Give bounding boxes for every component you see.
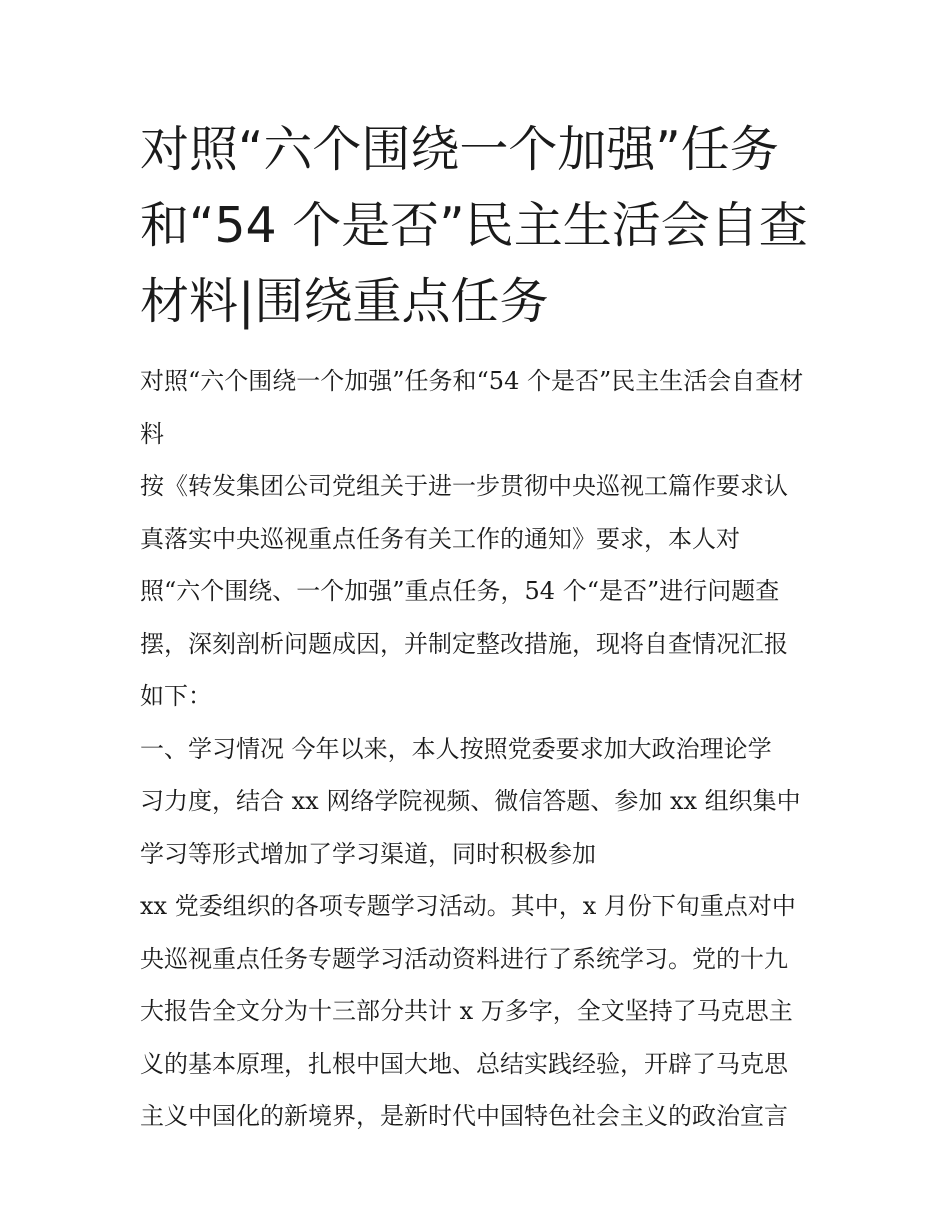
body-line: 真落实中央巡视重点任务有关工作的通知》要求，本人对 (140, 524, 740, 553)
body-line: 照“六个围绕、一个加强”重点任务，54 个“是否”进行问题查 (140, 577, 780, 605)
title-line: 材料|围绕重点任务 (140, 273, 549, 330)
body-line: 对照“六个围绕一个加强”任务和“54 个是否”民主生活会自查材 (140, 367, 804, 395)
body-line: 义的基本原理，扎根中国大地、总结实践经验，开辟了马克思 (140, 1049, 788, 1078)
title-line: 和“54 个是否”民主生活会自查 (140, 197, 808, 254)
body-line: 学习等形式增加了学习渠道，同时积极参加 (140, 839, 596, 868)
body-line: 如下： (140, 682, 212, 710)
body-line: 按《转发集团公司党组关于进一步贯彻中央巡视工篇作要求认 (140, 472, 788, 500)
document-body (140, 355, 820, 1143)
title-line: 对照“六个围绕一个加强”任务 (140, 121, 779, 178)
body-line: 习力度，结合 xx 网络学院视频、微信答题、参加 xx 组织集中 (140, 787, 801, 815)
body-line: xx 党委组织的各项专题学习活动。其中，x 月份下旬重点对中 (140, 892, 796, 920)
body-line: 摆，深刻剖析问题成因，并制定整改措施，现将自查情况汇报 (140, 629, 788, 658)
body-line: 央巡视重点任务专题学习活动资料进行了系统学习。党的十九 (140, 944, 788, 973)
body-line: 主义中国化的新境界，是新时代中国特色社会主义的政治宣言 (140, 1102, 788, 1130)
body-line: 料 (140, 419, 164, 448)
document-title (140, 112, 820, 340)
body-line: 一、学习情况 今年以来，本人按照党委要求加大政治理论学 (140, 734, 772, 763)
body-line: 大报告全文分为十三部分共计 x 万多字，全文坚持了马克思主 (140, 997, 793, 1025)
